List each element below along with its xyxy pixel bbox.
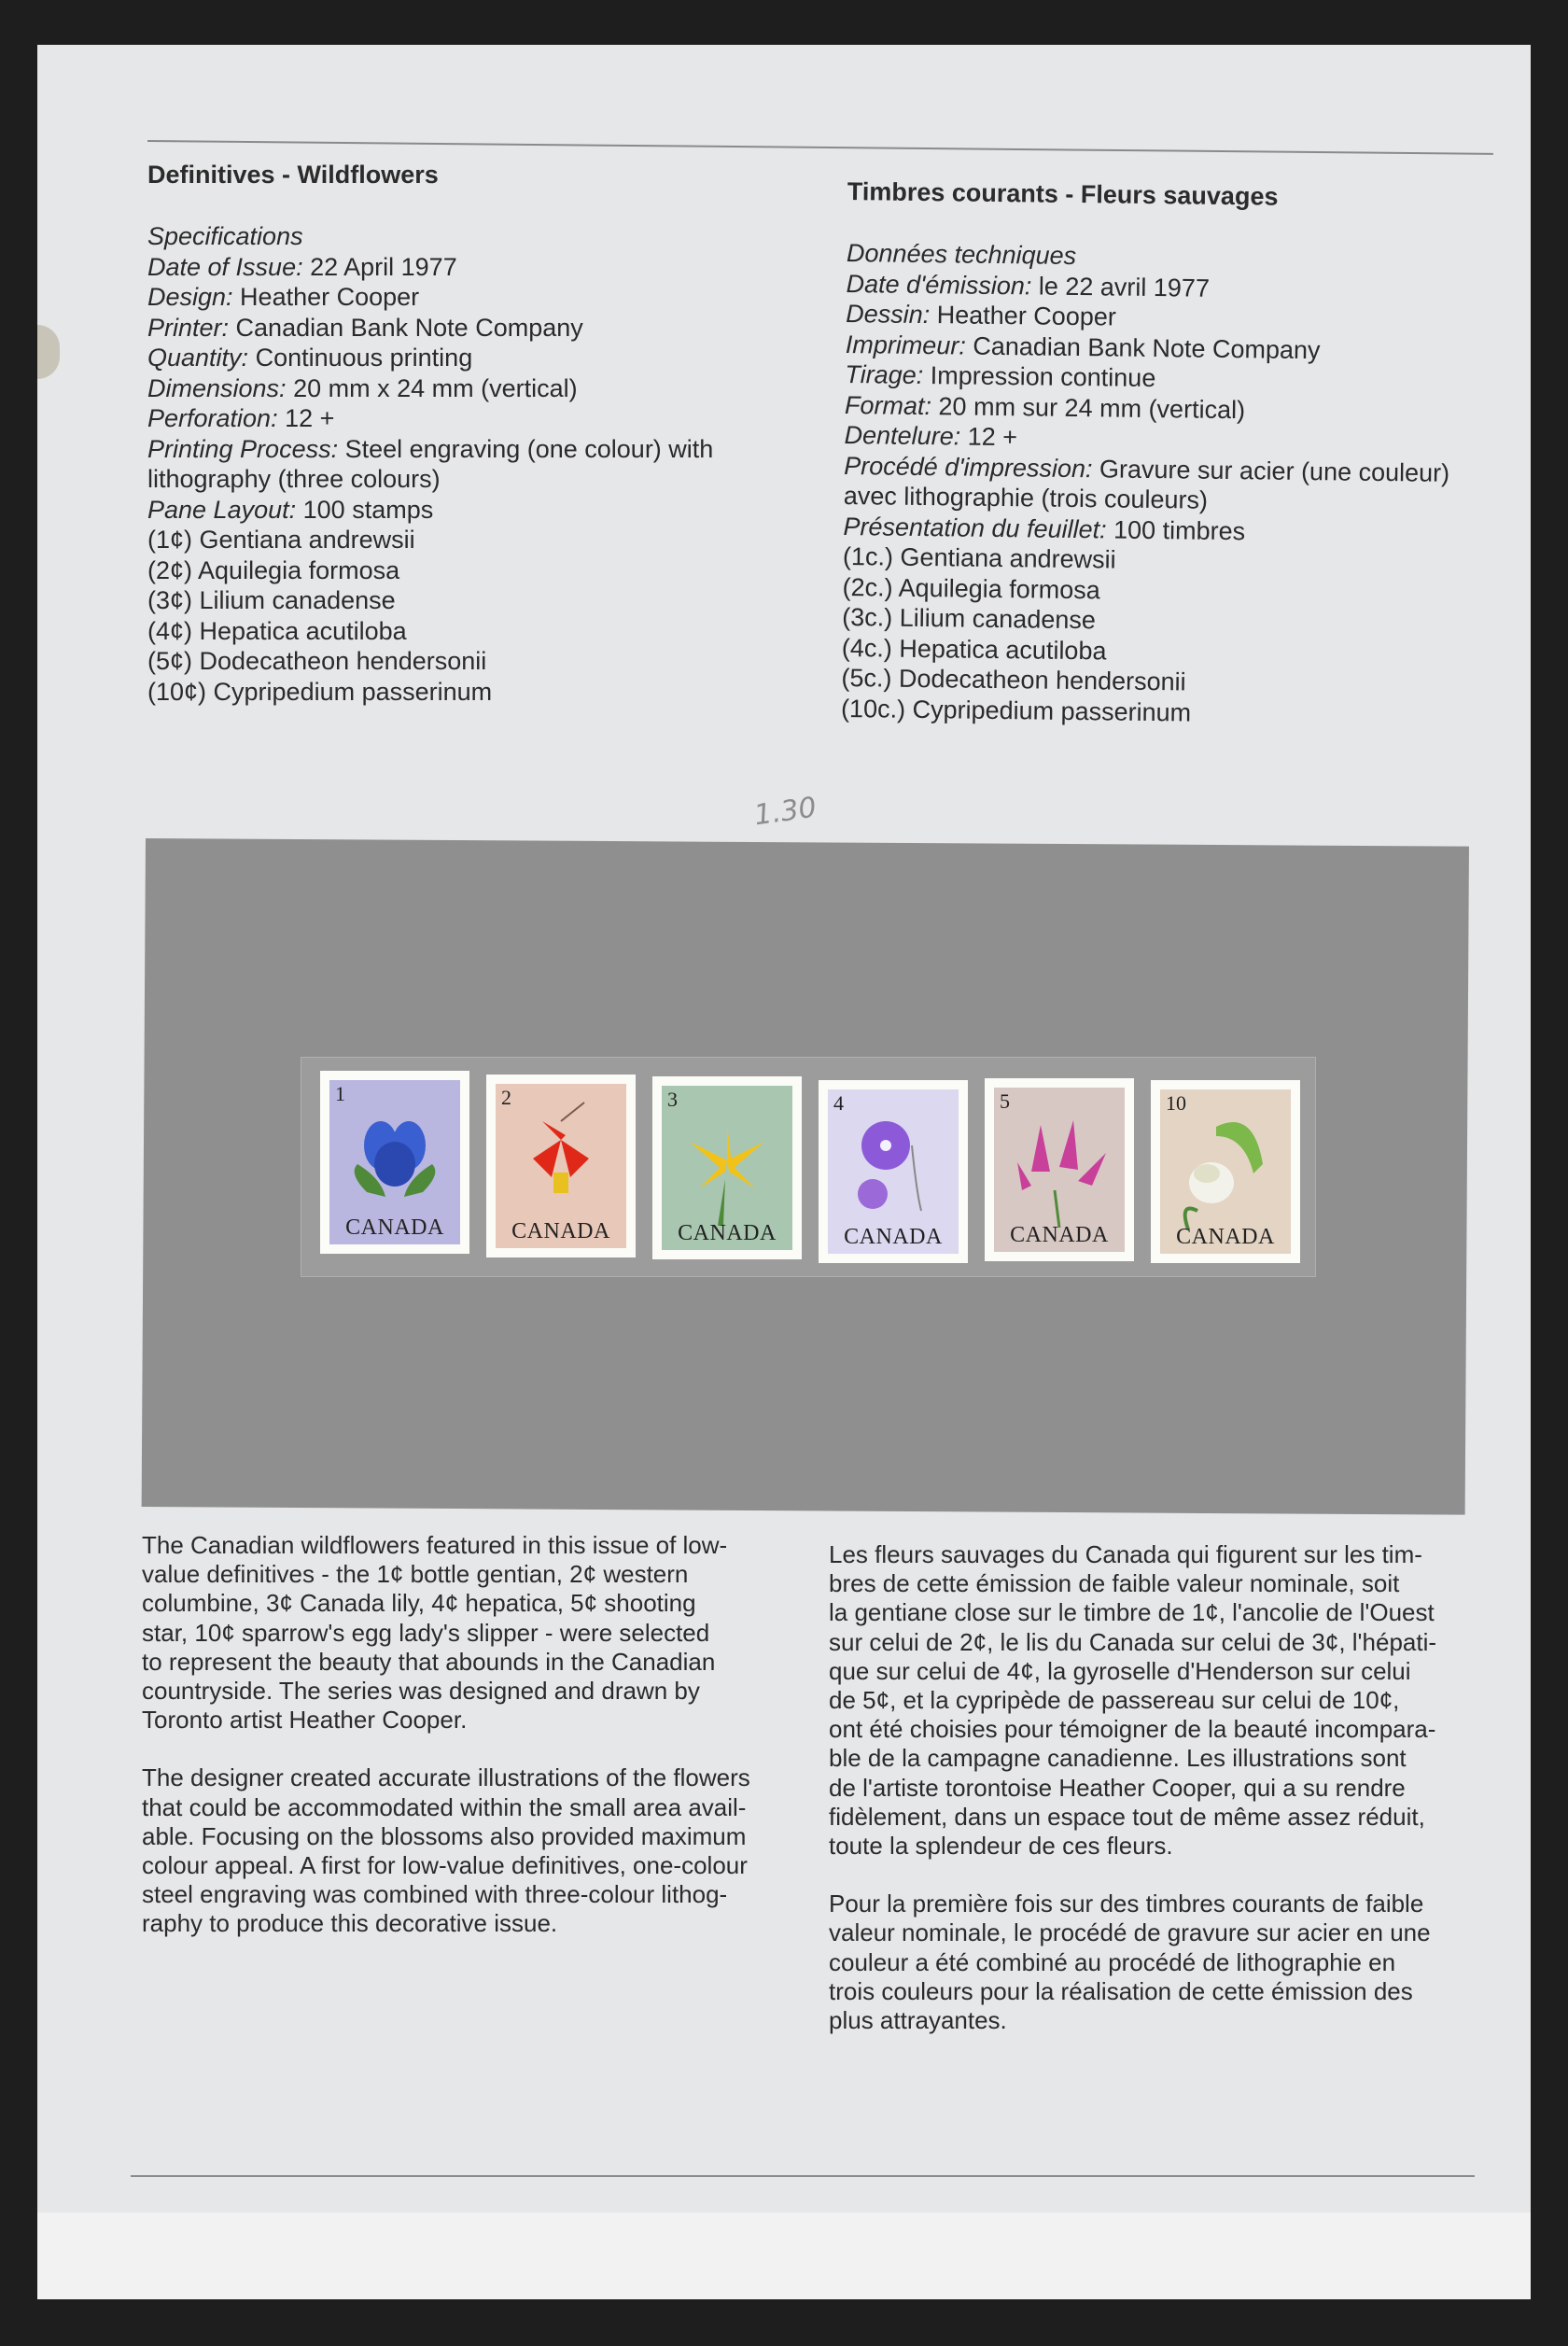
spec-label: Printing Process: bbox=[147, 434, 339, 463]
left_column-spec-line bbox=[147, 252, 782, 283]
spec-value: (4¢) Hepatica acutiloba bbox=[147, 616, 407, 645]
spec-value: 12 + bbox=[277, 404, 335, 432]
spec-label: Données techniques bbox=[846, 238, 1077, 271]
english-description bbox=[142, 1531, 795, 1968]
spec-label: Présentation du feuillet: bbox=[843, 512, 1107, 543]
stamp-denomination: 3 bbox=[667, 1088, 678, 1111]
english-specifications bbox=[147, 221, 782, 707]
stamp-country: CANADA bbox=[511, 1219, 610, 1243]
bottom-rule bbox=[131, 2175, 1475, 2177]
spec-value: (2¢) Aquilegia formosa bbox=[147, 555, 400, 584]
stamp-1-cent bbox=[320, 1071, 469, 1254]
spec-value: lithography (three colours) bbox=[147, 465, 441, 493]
stamp-3-cent bbox=[652, 1076, 802, 1259]
left_column-spec-line bbox=[147, 282, 782, 313]
english-heading: Definitives - Wildflowers bbox=[147, 161, 439, 189]
spec-value: avec lithographie (trois couleurs) bbox=[843, 481, 1209, 514]
spec-value: (1¢) Gentiana andrewsii bbox=[147, 526, 415, 554]
left_column-spec-line bbox=[147, 555, 782, 586]
french-description bbox=[829, 1540, 1501, 2064]
left_column-spec-line bbox=[147, 677, 782, 708]
stamp-denomination: 1 bbox=[335, 1082, 345, 1105]
spec-label: Imprimeur: bbox=[845, 330, 967, 360]
left_column-spec-line bbox=[147, 403, 782, 434]
spec-value: Steel engraving (one colour) with bbox=[338, 434, 714, 463]
spec-label: Dessin: bbox=[846, 299, 931, 330]
spec-value: (10¢) Cypripedium passerinum bbox=[147, 677, 493, 706]
french-heading: Timbres courants - Fleurs sauvages bbox=[847, 177, 1279, 211]
stamp-country: CANADA bbox=[345, 1215, 444, 1240]
spec-value: Heather Cooper bbox=[930, 301, 1117, 331]
spec-value: Heather Cooper bbox=[232, 283, 420, 311]
spec-value: Canadian Bank Note Company bbox=[965, 331, 1321, 364]
stamp-strip bbox=[301, 1057, 1316, 1277]
stamp-country: CANADA bbox=[678, 1221, 777, 1245]
stamp-2-cent bbox=[486, 1075, 636, 1257]
left_column-spec-line bbox=[147, 343, 782, 373]
spec-value: (5¢) Dodecatheon hendersonii bbox=[147, 647, 487, 675]
stamp-denomination: 10 bbox=[1166, 1091, 1186, 1115]
spec-label: Date of Issue: bbox=[147, 252, 303, 281]
left_column-spec-line bbox=[147, 434, 782, 465]
left_column-spec-line bbox=[147, 495, 782, 526]
spec-value: 100 stamps bbox=[296, 495, 434, 524]
stamp-design bbox=[496, 1084, 626, 1248]
spec-value: 12 + bbox=[960, 422, 1018, 452]
spec-label: Perforation: bbox=[147, 404, 278, 432]
stamp-design bbox=[994, 1088, 1125, 1252]
stamp-country: CANADA bbox=[1176, 1225, 1275, 1249]
spec-label: Quantity: bbox=[147, 344, 249, 372]
spec-value: (3c.) Lilium canadense bbox=[842, 602, 1097, 635]
spec-label: Procédé d'impression: bbox=[844, 451, 1093, 483]
spec-label: Date d'émission: bbox=[846, 269, 1032, 300]
spec-value: (10c.) Cypripedium passerinum bbox=[840, 694, 1192, 727]
spec-label: Format: bbox=[844, 390, 932, 420]
page-bottom-edge bbox=[37, 2213, 1531, 2299]
spec-label: Specifications bbox=[147, 222, 303, 250]
stamp-country: CANADA bbox=[1010, 1223, 1109, 1247]
french-specifications bbox=[841, 238, 1481, 731]
left_column-spec-line bbox=[147, 464, 782, 495]
french-paragraph-1: Les fleurs sauvages du Canada qui figurent sur les tim- bres de cette émission de faible valeur nominale, soit la gentiane close sur le timbre de 1¢, l'ancolie de l'Ouest sur celui de 2¢, le lis du Canada sur celui de 3¢, l'hépati- que sur celui de 4¢, la gyroselle d'Henderson sur celui de 5¢, et la cypripède de passereau sur celui de 10¢, ont été choisies pour témoigner de la beauté incompara- ble de la campagne canadienne. Les illustrations sont de l'artiste torontoise Heather Cooper, qui a su rendre fidèlement, dans un espace tout de même assez réduit, toute la splendeur de ces fleurs. bbox=[829, 1540, 1437, 1861]
spec-value: (4c.) Hepatica acutiloba bbox=[841, 633, 1107, 665]
left_column-spec-line bbox=[147, 616, 782, 647]
spec-value: Canadian Bank Note Company bbox=[229, 313, 583, 342]
spec-value: Continuous printing bbox=[248, 344, 473, 372]
english-column bbox=[147, 161, 782, 707]
spec-value: (1c.) Gentiana andrewsii bbox=[842, 541, 1116, 574]
spec-label: Dentelure: bbox=[844, 420, 961, 451]
stamp-design bbox=[662, 1086, 792, 1250]
left_column-spec-line bbox=[147, 585, 782, 616]
spec-label: Dimensions: bbox=[147, 373, 287, 402]
french-paragraph-2: Pour la première fois sur des timbres courants de faible valeur nominale, le procédé de gravure sur acier en une couleur a été combiné au procédé de lithographie en trois couleurs pour la réalisation de cette émission des plus attrayantes. bbox=[829, 1889, 1431, 2035]
left_column-spec-line bbox=[147, 525, 782, 555]
spec-value: 100 timbres bbox=[1106, 514, 1246, 545]
spec-value: Impression continue bbox=[923, 361, 1156, 393]
spec-value: Gravure sur acier (une couleur) bbox=[1092, 454, 1450, 487]
spec-value: le 22 avril 1977 bbox=[1031, 271, 1211, 302]
spec-value: 20 mm x 24 mm (vertical) bbox=[286, 373, 578, 402]
stamp-4-cent bbox=[819, 1080, 968, 1263]
spec-value: (3¢) Lilium canadense bbox=[147, 586, 396, 614]
stamp-design bbox=[329, 1080, 460, 1244]
stamp-design bbox=[1160, 1089, 1291, 1254]
stamp-10-cent bbox=[1151, 1080, 1300, 1263]
stamp-denomination: 4 bbox=[833, 1091, 844, 1115]
stamp-design bbox=[828, 1089, 959, 1254]
left_column-spec-line bbox=[147, 221, 782, 252]
left_column-spec-line bbox=[147, 313, 782, 344]
stamp-denomination: 2 bbox=[501, 1086, 511, 1109]
left_column-spec-line bbox=[147, 646, 782, 677]
spec-label: Tirage: bbox=[845, 359, 924, 390]
spec-value: 20 mm sur 24 mm (vertical) bbox=[931, 391, 1246, 424]
spec-label: Design: bbox=[147, 283, 233, 311]
spec-value: (5c.) Dodecatheon hendersonii bbox=[841, 663, 1186, 696]
english-paragraph-2: The designer created accurate illustrations of the flowers that could be accommodated within the small area avail- able. Focusing on the blossoms also provided maximum colour appeal. A first for low-value definitives, one-colour steel engraving was combined with three-colour lithog- raphy to produce this decorative issue. bbox=[142, 1763, 750, 1938]
english-paragraph-1: The Canadian wildflowers featured in this issue of low- value definitives - the 1¢ bottle gentian, 2¢ western columbine, 3¢ Canada lily, 4¢ hepatica, 5¢ shooting star, 10¢ sparrow's egg lady's slipper - were selected to represent the beauty that abounds in the Canadian countryside. The series was designed and drawn by Toronto artist Heather Cooper. bbox=[142, 1531, 728, 1735]
spec-label: Printer: bbox=[147, 313, 230, 342]
left_column-spec-line bbox=[147, 373, 782, 404]
spec-value: (2c.) Aquilegia formosa bbox=[842, 572, 1100, 604]
stamp-5-cent bbox=[985, 1078, 1134, 1261]
pencil-price-note: 1.30 bbox=[751, 791, 819, 833]
spec-value: 22 April 1977 bbox=[302, 252, 457, 281]
french-column bbox=[841, 177, 1482, 731]
spec-label: Pane Layout: bbox=[147, 495, 297, 524]
stamp-denomination: 5 bbox=[1000, 1089, 1010, 1113]
stamp-country: CANADA bbox=[844, 1225, 943, 1249]
